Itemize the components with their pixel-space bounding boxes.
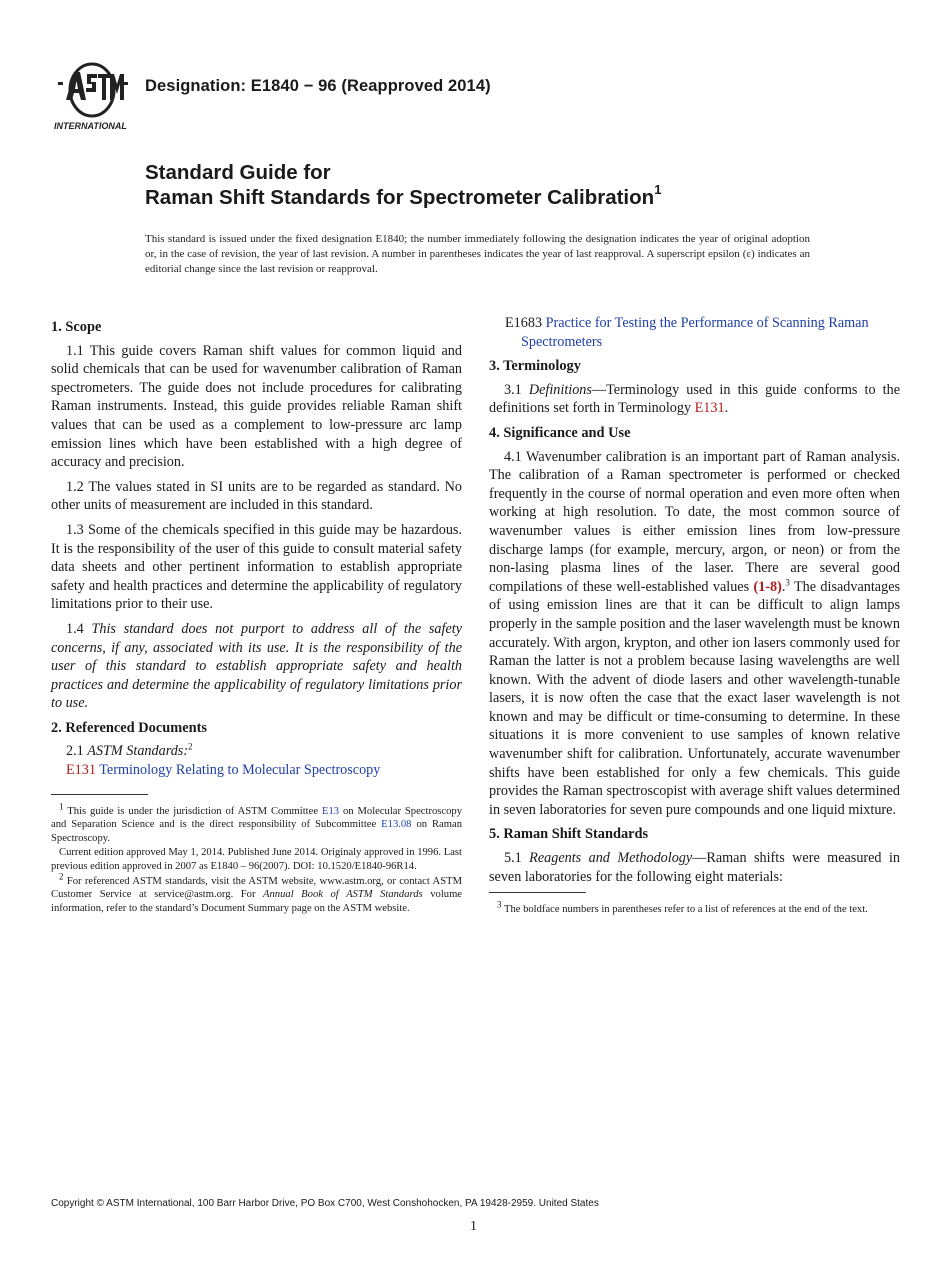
svg-text:INTERNATIONAL: INTERNATIONAL xyxy=(54,121,127,131)
issued-note: This standard is issued under the fixed designation E1840; the number immediately following the designation indicates the year of original adoption or, in the case of revision, the year of last revision. A number in parentheses indicates the year of last reapproval. A superscript epsilon (ε) indicates an editorial change since the last revision or reapproval. xyxy=(145,233,810,275)
designation: Designation: E1840 − 96 (Reapproved 2014) xyxy=(145,77,491,95)
title-main: Raman Shift Standards for Spectrometer Calibration xyxy=(145,186,655,209)
para-4-1: 4.1 Wavenumber calibration is an important part of Raman analysis. The calibration of a Raman spectrometer is performed or checked frequently in the course of normal operation and even more often when working at high resolution. To date, the most common source of wavenumber values is either emission lines from low-pressure discharge lamps (for example, mercury, argon, or neon) or from the non-lasing plasma lines of the laser. There are several good compilations of these well-established values (1-8).$^3$ The disadvantages of using emission lines are that it can be difficult to align lamps properly in the sample position and the laser wavelength must be known accurately. With argon, krypton, and other ion lasers commonly used for Raman the latter is not a problem because lasing wavelengths are well known. With the advent of diode lasers and other wavelength-tunable lasers, it is now often the case that the exact laser wavelength is not known and may be difficult or time-consuming to determine. In these situations it is more convenient to use samples of known relative wavenumber shift for calibration. Unfortunately, accurate wavenumber shifts have been established for only a few chemicals. This guide provides the Raman spectroscopist with average shift values determined in seven laboratories for seven pure compounds and one liquid mixture. xyxy=(489,448,901,818)
footnote-1 xyxy=(51,801,462,846)
footnotes-left xyxy=(51,801,463,916)
astm-logo xyxy=(52,60,136,134)
section-1-heading: 1. Scope xyxy=(51,319,102,335)
footnotes-right xyxy=(489,899,900,917)
page-title xyxy=(145,160,661,210)
footnote-1-edition: Current edition approved May 1, 2014. Published June 2014. Originaly approved in 1996. Last previous edition approved in 2007 as E1840 – 96(2007). DOI: 10.1520/E1840-96R14. xyxy=(51,847,462,873)
fn2-a: For referenced ASTM standards, visit the ASTM website, www.astm.org, or contact ASTM Customer Service at service@astm.org. For xyxy=(51,875,462,901)
footnote-rule xyxy=(51,794,148,795)
para-4-1-b: The disadvantages of using emission lines are that it can be difficult to align lamps properly in the sample position and the laser wavelength must be known accurately. With argon, krypton, and other ion lasers commonly used for Raman the latter is not a problem because lasing wavelengths are well known. With the advent of diode lasers and other wavelength-tunable lasers, it is now often the case that the exact laser wavelength is not known and may be difficult or time-consuming to determine. In these situations it is more convenient to use samples of known relative wavenumber shift for calibration. Unfortunately, accurate wavenumber shifts have been established for only a few chemicals. This guide provides the Raman spectroscopist with average shift values determined in seven laboratories for seven pure compounds and one liquid mixture. xyxy=(489,578,901,818)
ref-e1683-code[interactable]: E1683 xyxy=(505,315,543,331)
para-3-1-link[interactable]: E131 xyxy=(694,400,725,417)
fn2-mark: 2 xyxy=(59,871,64,882)
para-3-1-label: Definitions xyxy=(528,381,592,398)
para-2-1-label: ASTM Standards: xyxy=(87,743,189,760)
title-line-1: Standard Guide for xyxy=(145,161,331,184)
para-2-1-sup: 2 xyxy=(188,741,193,752)
section-4-heading: 4. Significance and Use xyxy=(489,424,631,441)
title-line-2 xyxy=(145,182,662,210)
fn1-c: on Raman Spectroscopy. xyxy=(51,819,462,844)
left-column xyxy=(51,314,462,916)
fn1-a: This guide is under the jurisdiction of ASTM Committee xyxy=(67,805,319,817)
para-5-1-label: Reagents and Methodology xyxy=(529,850,693,867)
fn1-mark: 1 xyxy=(59,801,64,812)
ref-e131-title[interactable]: Terminology Relating to Molecular Spectroscopy xyxy=(99,762,381,779)
ref-e1683[interactable] xyxy=(489,314,900,351)
para-3-1-text: —Terminology used in this guide conforms to the definitions set forth in Terminology xyxy=(489,381,900,417)
right-column xyxy=(489,314,900,918)
fn2-italic: Annual Book of ASTM Standards xyxy=(263,889,423,901)
fn1-b: on Molecular Spectroscopy and Separation Science and is the direct responsibility of Subcommittee xyxy=(51,805,462,831)
footnote-2 xyxy=(51,871,463,916)
footnote-3 xyxy=(489,899,900,917)
para-5-1 xyxy=(489,849,900,886)
title-footnote-mark: 1 xyxy=(654,182,662,198)
para-4-1-cite[interactable]: (1-8) xyxy=(753,578,782,595)
fn2-b: volume information, refer to the standard’s Document Summary page on the ASTM website. xyxy=(51,889,463,914)
para-2-1 xyxy=(51,742,462,761)
fn3-mark: 3 xyxy=(497,899,502,910)
astm-logo-graphic xyxy=(52,60,136,134)
para-4-1-a: 4.1 Wavenumber calibration is an important part of Raman analysis. The calibration of a Raman spectrometer is performed or checked frequently in the course of normal operation and even more often when working at high resolution. To date, the most common source of wavenumber values is either emission lines from low-pressure discharge lamps (for example, mercury, argon, or neon) or from the non-lasing plasma lines of the laser. There are several good compilations of these well-established values xyxy=(489,448,900,595)
para-4-1-sup: 3 xyxy=(785,576,790,587)
copyright-footer: Copyright © ASTM International, 100 Barr Harbor Drive, PO Box C700, West Conshohocken, PA 19428-2959. United States xyxy=(51,1198,599,1209)
page-number: 1 xyxy=(470,1219,477,1234)
ref-e131[interactable] xyxy=(51,761,462,780)
para-1-2: 1.2 The values stated in SI units are to be regarded as standard. No other units of measurement are included in this standard. xyxy=(51,478,462,514)
section-3-heading: 3. Terminology xyxy=(489,358,581,375)
fn1-link-e13[interactable]: E13 xyxy=(321,805,340,817)
para-3-1-end: . xyxy=(724,400,729,417)
para-5-1-num: 5.1 xyxy=(504,850,522,867)
fn1-link-e1308[interactable]: E13.08 xyxy=(381,819,412,831)
section-5-heading: 5. Raman Shift Standards xyxy=(489,826,649,843)
ref-e131-code[interactable]: E131 xyxy=(66,762,96,779)
para-1-4 xyxy=(51,620,462,713)
para-3-1-num: 3.1 xyxy=(504,381,522,398)
fn3-text: The boldface numbers in parentheses refer to a list of references at the end of the text. xyxy=(503,904,868,916)
para-2-1-num: 2.1 xyxy=(66,743,84,760)
para-3-1 xyxy=(489,381,900,418)
ref-e1683-title[interactable]: Practice for Testing the Performance of Scanning Raman Spectrometers xyxy=(521,315,869,350)
footnote-rule-right xyxy=(489,892,586,893)
para-1-1: 1.1 This guide covers Raman shift values for common liquid and solid chemicals that can be used for wavenumber calibration of Raman spectrometers. The guide does not include procedures for calibrating Raman instruments. Instead, this guide provides reliable Raman shift values that can be used as a complement to low-pressure arc lamp emission lines which have been established with a high degree of accuracy and precision. xyxy=(51,342,462,471)
para-5-1-text: —Raman shifts were measured in seven laboratories for the following eight materials: xyxy=(489,850,900,885)
section-2-heading: 2. Referenced Documents xyxy=(51,719,207,736)
para-1-3: 1.3 Some of the chemicals specified in this guide may be hazardous. It is the responsibility of the user of this guide to consult material safety data sheets and other pertinent information to establish appropriate safety and health practices and determine the applicability of regulatory limitations prior to their use. xyxy=(51,521,462,613)
para-1-4-text: This standard does not purport to address all of the safety concerns, if any, associated with its use. It is the responsibility of the user of this standard to establish appropriate safety and health practices and determine the applicability of regulatory limitations prior to use. xyxy=(51,620,462,712)
para-1-4-num: 1.4 xyxy=(66,620,84,637)
